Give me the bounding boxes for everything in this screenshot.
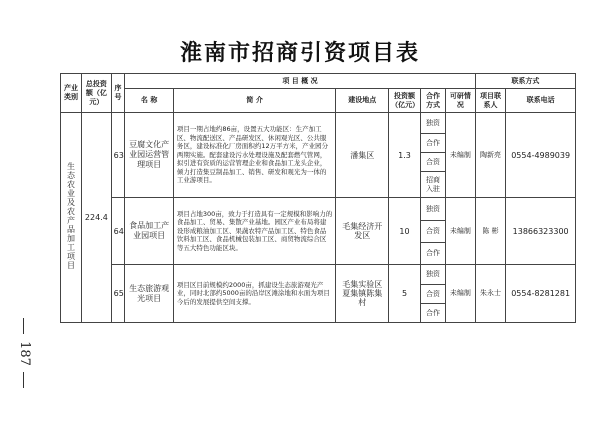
project-location: 潘集区	[336, 113, 389, 198]
cooperation-option: 合资	[420, 221, 445, 243]
project-location: 毛集实验区夏集镇陈集村	[336, 265, 389, 323]
cooperation-option: 合作	[420, 304, 445, 323]
cooperation-option: 合作	[420, 243, 445, 265]
phone-cell: 0554-4989039	[506, 113, 576, 198]
cooperation-option: 合作	[420, 134, 445, 153]
header-name: 名 称	[125, 89, 174, 113]
seq-cell: 64	[111, 198, 125, 265]
page-title: 淮南市招商引资项目表	[179, 40, 420, 66]
project-name: 豆腐文化产业园运营管理项目	[125, 113, 174, 198]
project-investment: 5	[389, 265, 421, 323]
investment-project-table	[60, 73, 576, 323]
header-location: 建设地点	[336, 89, 389, 113]
page-number: 187	[12, 318, 36, 388]
phone-cell: 13866323300	[506, 198, 576, 265]
header-contact: 联系方式	[475, 74, 575, 89]
header-cooperation: 合作方式	[420, 89, 445, 113]
contact-person: 陈 彬	[475, 198, 506, 265]
total-investment-cell: 224.4	[82, 113, 112, 323]
page-number-rule-top	[23, 318, 24, 334]
feasibility-cell: 未编制	[446, 113, 476, 198]
project-intro: 项目占地300亩，致力于打造具有一定规模和影响力的食品加工、贸易、集散产业基地。园区产业布局将建设形成粮油加工区、果蔬农特产品加工区、特色食品饮料加工区、食品机械包装加工区、商贸物流综合区等五大特色功能区块。	[173, 198, 336, 265]
header-phone: 联系电话	[506, 89, 576, 113]
phone-cell: 0554-8281281	[506, 265, 576, 323]
header-feasibility: 可研情况	[446, 89, 476, 113]
project-name: 食品加工产业园项目	[125, 198, 174, 265]
cooperation-option: 独资	[420, 198, 445, 221]
header-intro: 简 介	[173, 89, 336, 113]
cooperation-option: 合资	[420, 153, 445, 172]
project-intro: 项目一期占地约86亩，设置五大功能区：生产加工区、物流配送区、产品研发区、休闲观光区、公共服务区，建设标准化厂房面积约12万平方米，产业园分两期实施。配套建设污水处理设施及配套燃气管网，拟引进有资质的运营管理企业和食品加工龙头企业，倾力打造集豆制品加工、销售、研发和观光为一体的工业游项目。	[173, 113, 336, 198]
cooperation-option: 招商入驻	[420, 172, 445, 198]
category-cell: 生态农业及农产品加工项目	[61, 113, 82, 323]
table-row	[61, 265, 576, 285]
table-row	[61, 198, 576, 221]
cooperation-option: 独资	[420, 113, 445, 134]
header-overview: 项 目 概 况	[125, 74, 475, 89]
header-industry-type: 产业类别	[61, 74, 82, 113]
project-investment: 10	[389, 198, 421, 265]
seq-cell: 65	[111, 265, 125, 323]
contact-person: 朱永士	[475, 265, 506, 323]
page-number-rule-bottom	[23, 372, 24, 388]
contact-person: 陶新亮	[475, 113, 506, 198]
feasibility-cell: 未编制	[446, 265, 476, 323]
project-investment: 1.3	[389, 113, 421, 198]
project-name: 生态旅游观光项目	[125, 265, 174, 323]
project-intro: 项目区目前规模约2000亩，抓建设生态旅游观光产业，同时北部约5000亩的沿岸区滩涂地和水面为项目今后的发展提供空间支撑。	[173, 265, 336, 323]
project-location: 毛集经济开发区	[336, 198, 389, 265]
header-investment: 投资额（亿元）	[389, 89, 421, 113]
cooperation-option: 独资	[420, 265, 445, 285]
feasibility-cell: 未编制	[446, 198, 476, 265]
table-row	[61, 113, 576, 134]
seq-cell: 63	[111, 113, 125, 198]
header-project-contact: 项目联系人	[475, 89, 506, 113]
cooperation-option: 合资	[420, 285, 445, 304]
header-total-investment: 总投资额（亿元）	[82, 74, 112, 113]
header-seq: 序号	[111, 74, 125, 113]
